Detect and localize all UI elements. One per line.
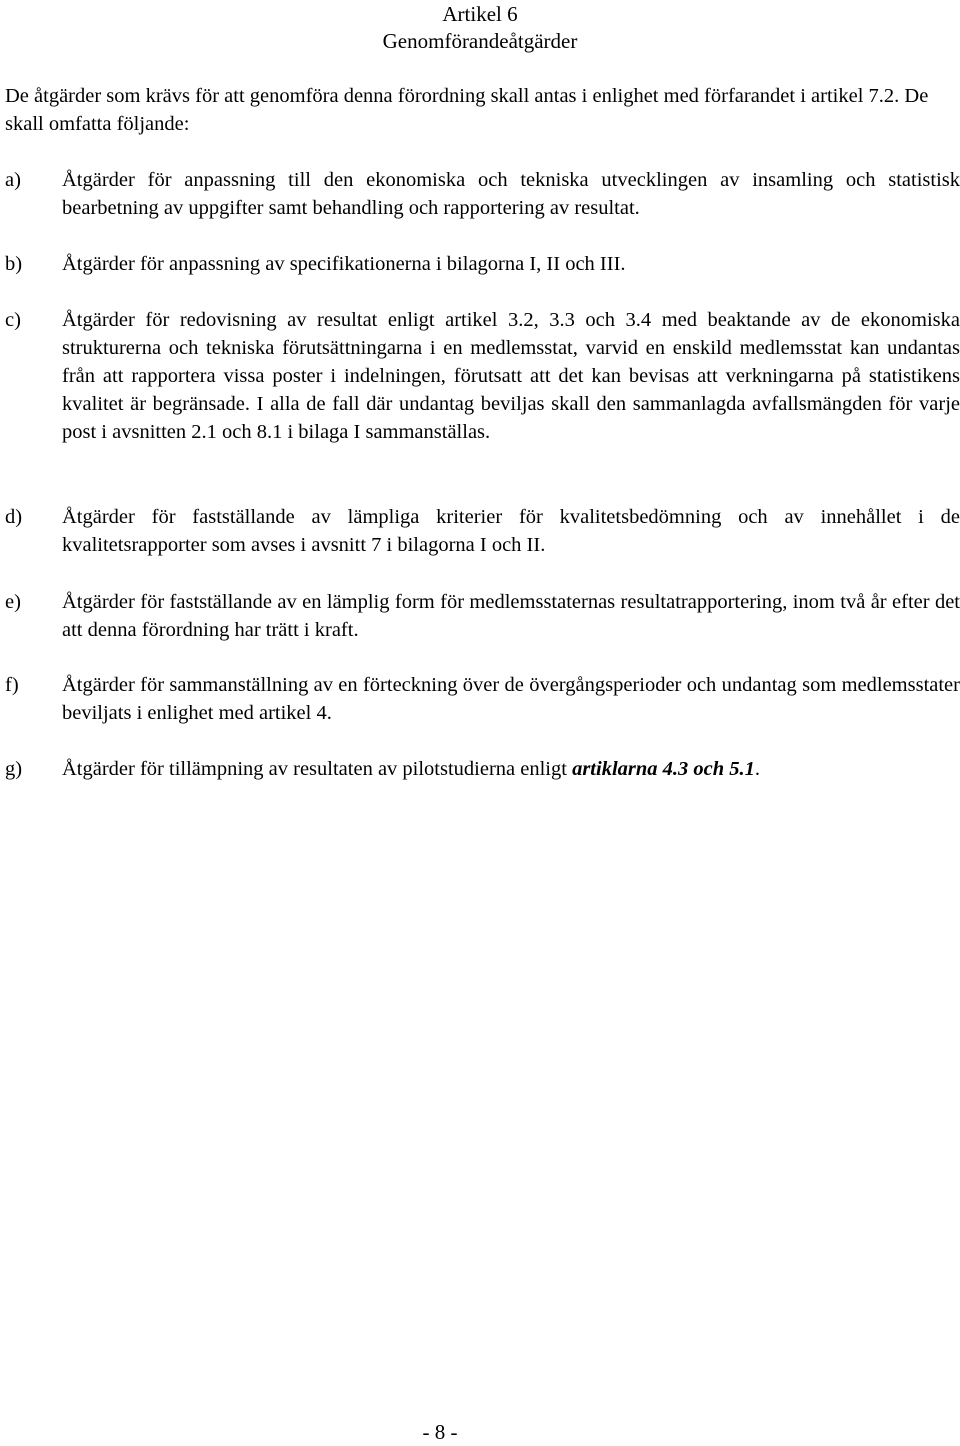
- list-item-text-end: .: [754, 758, 761, 780]
- list-item-letter: c): [5, 309, 21, 331]
- list-item-letter: e): [5, 591, 21, 613]
- list-item-text: Åtgärder för fastställande av lämpliga kriterier för kvalitetsbedömning och av innehållet i de kvalitetsrapporter som avses i avsnitt 7 i bilagorna I och II.: [62, 506, 960, 556]
- list-item-text: Åtgärder för fastställande av en lämplig form för medlemsstaternas resultatrapportering, inom två år efter det att denna förordning har trätt i kraft.: [62, 591, 960, 641]
- list-item-letter: a): [5, 169, 21, 191]
- list-item-text: Åtgärder för anpassning av specifikationerna i bilagorna I, II och III.: [62, 253, 626, 275]
- list-item-letter: b): [5, 253, 23, 275]
- page-number: [0, 1418, 880, 1446]
- article-reference-emphasis: artiklarna 4.3 och 5.1: [572, 758, 755, 780]
- list-item-letter: f): [5, 674, 19, 696]
- list-item-text-start: Åtgärder för tillämpning av resultaten av pilotstudierna enligt: [62, 758, 573, 780]
- list-item-letter: g): [5, 758, 23, 780]
- list-item-letter: d): [5, 506, 23, 528]
- list-item-text: Åtgärder för sammanställning av en förteckning över de övergångsperioder och undantag som medlemsstater beviljats i enlighet med artikel 4.: [62, 674, 960, 724]
- list-item-text: [62, 755, 960, 783]
- article-number: Artikel 6: [442, 2, 518, 26]
- page-number-text: - 8 -: [422, 1420, 458, 1444]
- list-item-text: Åtgärder för anpassning till den ekonomiska och tekniska utvecklingen av insamling och statistisk bearbetning av uppgifter samt behandling och rapportering av resultat.: [62, 169, 960, 219]
- article-title: Genomförandeåtgärder: [382, 29, 578, 53]
- intro-paragraph: De åtgärder som krävs för att genomföra denna förordning skall antas i enlighet med förfarandet i artikel 7.2. De skall omfatta följande:: [5, 85, 929, 135]
- list-item-text: Åtgärder för redovisning av resultat enligt artikel 3.2, 3.3 och 3.4 med beaktande av de ekonomiska strukturerna och tekniska förutsättningarna i en medlemsstat, varvid en enskild medlemsstat kan undantas från att rapportera vissa poster i indelningen, förutsatt att det kan bevisas att verkningarna på statistikens kvalitet är begränsade. I alla de fall där undantag beviljas skall den sammanlagda avfallsmängden för varje post i avsnitten 2.1 och 8.1 i bilaga I sammanställas.: [62, 309, 960, 443]
